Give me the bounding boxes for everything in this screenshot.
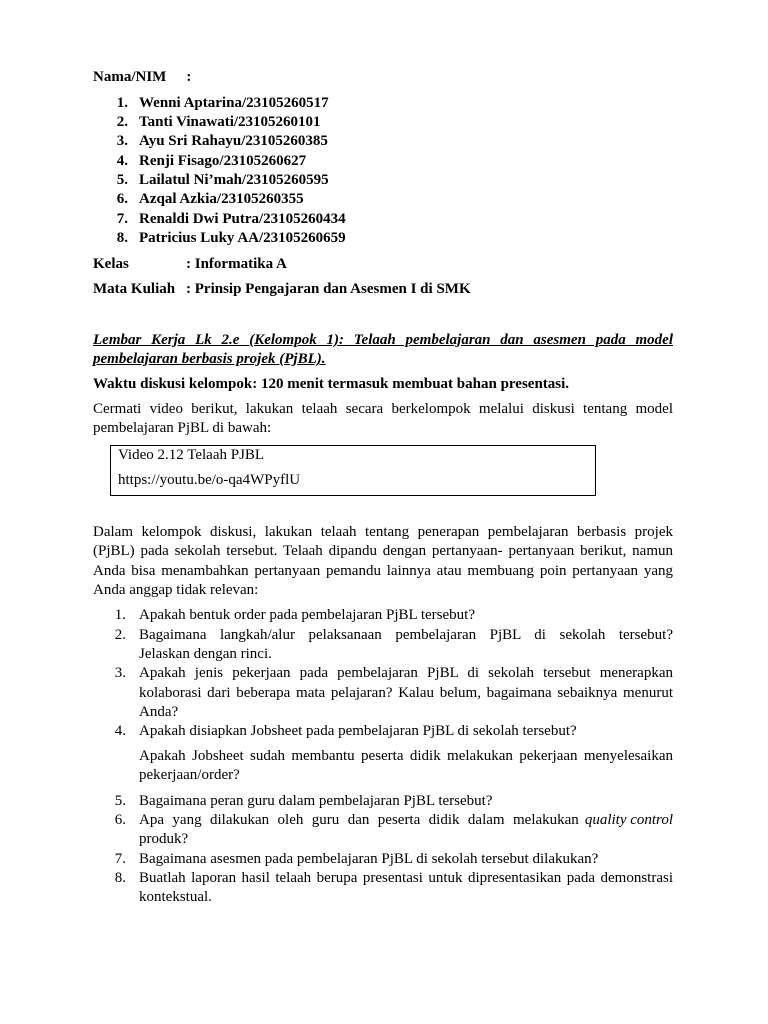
document-page: Nama/NIM : 1. Wenni Aptarina/23105260517 2. Tanti Vinawati/23105260101 3. Ayu Sri Rahayu/23105260385 4. Renji Fisago/23105260627 5. Lailatul Ni’mah/23105260595 6. Azqal Azkia/23105260355 7. Renaldi Dwi Putra/23105260434 8. Patricius Luky AA/23105260659 Kelas : Informatika A Mata Kuliah : Prinsip Pengajaran dan Asesmen I di SMK Lembar Kerja Lk 2.e (Kelompok 1): Telaah pembelajaran dan asesmen pada model pembelajaran berbasis projek (PjBL). Waktu diskusi kelompok: 120 menit termasuk membuat bahan presentasi. Cermati video berikut, lakukan telaah secara berkelompok melalui diskusi tentang model pembelajaran PjBL di bawah: Video 2.12 Telaah PJBL https://youtu.be/o-qa4WPyflU Dalam kelompok diskusi, lakukan telaah tentang penerapan pembelajaran berbasis projek (PjBL) pada sekolah tersebut. Telaah dipandu dengan pertanyaan- pertanyaan berikut, namun Anda bisa menambahkan pertanyaan pemandu lainnya atau membuang poin pertanyaan yang Anda anggap tidak relevan: 1. Apakah bentuk order pada pembelajaran PjBL tersebut? 2. Bagaimana langkah/alur pelaksanaan pembelajaran PjBL di sekolah tersebut? Jelaskan dengan rinci. 3. Apakah jenis pekerjaan pada pembelajaran PjBL di sekolah tersebut menerapkan kolaborasi dari beberapa mata pelajaran? Kalau belum, bagaimana sebaiknya menurut Anda? 4. Apakah disiapkan Jobsheet pada pembelajaran PjBL di sekolah tersebut? Apakah Jobsheet sudah membantu peserta didik melakukan pekerjaan menyelesaikan pekerjaan/order? 5. Bagaimana peran guru dalam pembelajaran PjBL tersebut? 6. Apa yang dilakukan oleh guru dan peserta didik dalam melakukan quality control produk? 7. Bagaimana asesmen pada pembelajaran PjBL di sekolah tersebut dilakukan? 8. Buatlah laporan hasil telaah berupa presentasi untuk dipresentasikan pada demonstrasi kontekstual. (93, 69, 673, 905)
intro-line2: pembelajaran PjBL di bawah: (93, 420, 272, 436)
discussion-line4: Anda anggap tidak relevan: (93, 582, 259, 598)
discussion-line2: (PjBL) pada sekolah tersebut. Telaah dipandu dengan pertanyaan- pertanyaan berikut, namun (93, 543, 673, 559)
question-8-line2: kontekstual. (139, 889, 212, 905)
video-title: Video 2.12 Telaah PJBL (118, 447, 265, 463)
kelas-label: Kelas (93, 256, 129, 272)
question-4-line1: Apakah disiapkan Jobsheet pada pembelajaran PjBL di sekolah tersebut? (139, 723, 577, 739)
question-4-sub-line1: Apakah Jobsheet sudah membantu peserta didik melakukan pekerjaan menyelesaikan (139, 748, 673, 764)
question-number: 6. (114, 812, 126, 828)
mata-kuliah-label: Mata Kuliah (93, 281, 176, 297)
question-2-line1: Bagaimana langkah/alur pelaksanaan pembelajaran PjBL di sekolah tersebut? (139, 627, 673, 643)
question-number: 5. (114, 793, 126, 809)
question-2-line2: Jelaskan dengan rinci. (139, 646, 272, 662)
question-1: Apakah bentuk order pada pembelajaran PjBL tersebut? (139, 607, 475, 623)
question-7: Bagaimana asesmen pada pembelajaran PjBL di sekolah tersebut dilakukan? (139, 851, 599, 867)
question-4-sub-line2: pekerjaan/order? (139, 767, 240, 783)
video-link[interactable]: https://youtu.be/o-qa4WPyflU (118, 472, 301, 488)
question-number: 8. (114, 870, 126, 886)
question-number: 3. (114, 665, 126, 681)
question-number: 4. (114, 723, 126, 739)
question-number: 1. (114, 607, 126, 623)
question-6-line1: Apa yang dilakukan oleh guru dan peserta didik dalam melakukan quality control (139, 812, 673, 828)
intro-line1: Cermati video berikut, lakukan telaah secara berkelompok melalui diskusi tentang model (93, 401, 673, 417)
question-number: 2. (114, 627, 126, 643)
discussion-line3: Anda bisa menambahkan pertanyaan pemandu lainnya atau membuang poin pertanyaan yang (93, 563, 673, 579)
discussion-duration: Waktu diskusi kelompok: 120 menit termasuk membuat bahan presentasi. (93, 376, 570, 392)
discussion-line1: Dalam kelompok diskusi, lakukan telaah tentang penerapan pembelajaran berbasis projek (93, 524, 673, 540)
question-number: 7. (114, 851, 126, 867)
question-8-line1: Buatlah laporan hasil telaah berupa presentasi untuk dipresentasikan pada demonstrasi (139, 870, 673, 886)
question-3-line3: Anda? (139, 704, 179, 720)
worksheet-title-line2: pembelajaran berbasis projek (PjBL). (93, 351, 326, 367)
question-3-line2: kolaborasi dari beberapa mata pelajaran? Kalau belum, bagaimana sebaiknya menurut (139, 685, 673, 701)
question-6-line2: produk? (139, 831, 189, 847)
mata-kuliah-value: : Prinsip Pengajaran dan Asesmen I di SMK (186, 281, 471, 297)
kelas-value: : Informatika A (186, 256, 287, 272)
worksheet-title-line1: Lembar Kerja Lk 2.e (Kelompok 1): Telaah pembelajaran dan asesmen pada model (93, 332, 673, 348)
question-5: Bagaimana peran guru dalam pembelajaran PjBL tersebut? (139, 793, 493, 809)
question-3-line1: Apakah jenis pekerjaan pada pembelajaran PjBL di sekolah tersebut menerapkan (139, 665, 673, 681)
nama-nim-label: Nama/NIM : (93, 69, 192, 85)
